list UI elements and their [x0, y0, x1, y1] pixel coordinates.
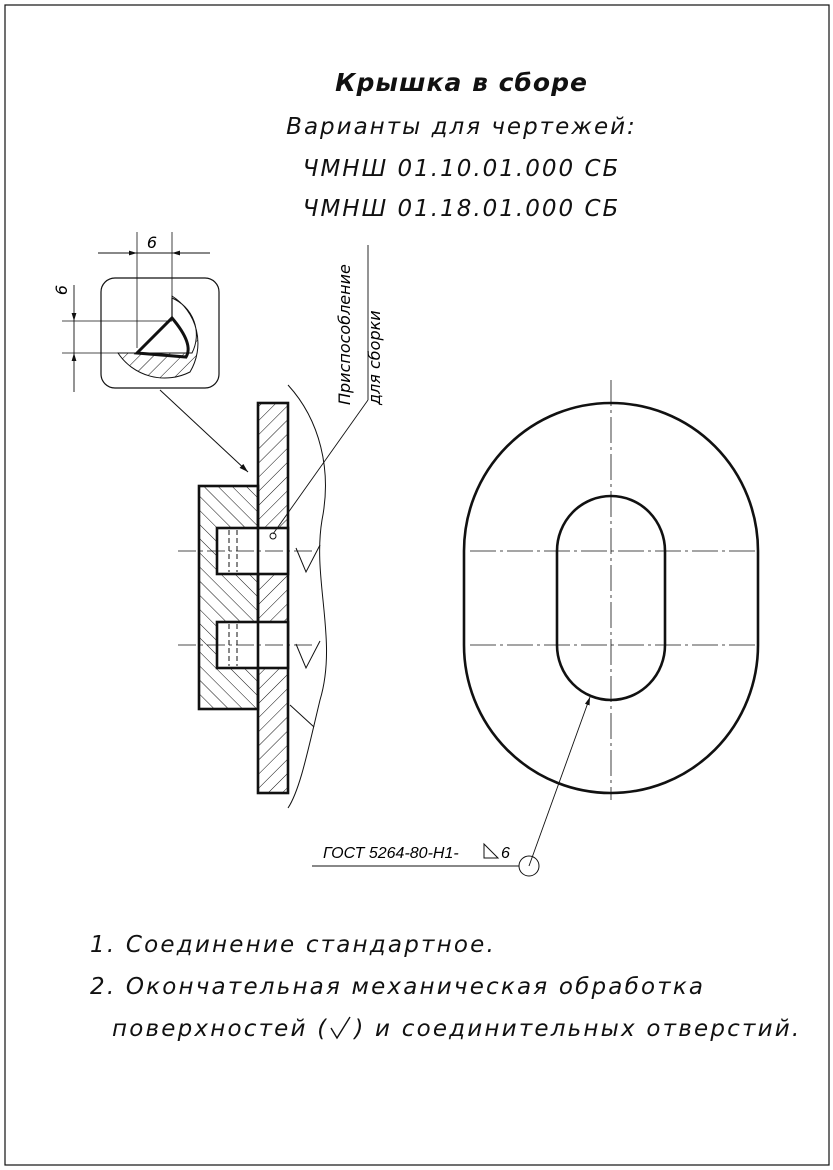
note-3-start: поверхностей ( [112, 1016, 329, 1042]
weld-standard-label: ГОСТ 5264-80-Н1- [323, 845, 459, 862]
plan-view [312, 380, 758, 876]
weld-leg-label: 6 [501, 845, 510, 862]
note-3 [112, 1016, 801, 1042]
drawing-code-1: ЧМНШ 01.10.01.000 СБ [302, 156, 621, 182]
fixture-label-line-2: для сборки [365, 310, 384, 405]
note-1: 1. Соединение стандартное. [90, 932, 496, 958]
note-2: 2. Окончательная механическая обработка [90, 974, 706, 1000]
drawing-title: Крышка в сборе [335, 68, 588, 97]
fixture-label-line-1: Приспособление [335, 264, 354, 405]
detail-dim-horizontal: 6 [146, 233, 158, 252]
detail-dim-vertical: 6 [52, 284, 71, 296]
variants-subtitle: Варианты для чертежей: [286, 114, 637, 140]
weld-detail-view [62, 232, 248, 472]
roughness-check-icon [328, 1016, 354, 1040]
drawing-code-2: ЧМНШ 01.18.01.000 СБ [302, 196, 621, 222]
note-3-end: ) и соединительных отверстий. [354, 1016, 802, 1042]
